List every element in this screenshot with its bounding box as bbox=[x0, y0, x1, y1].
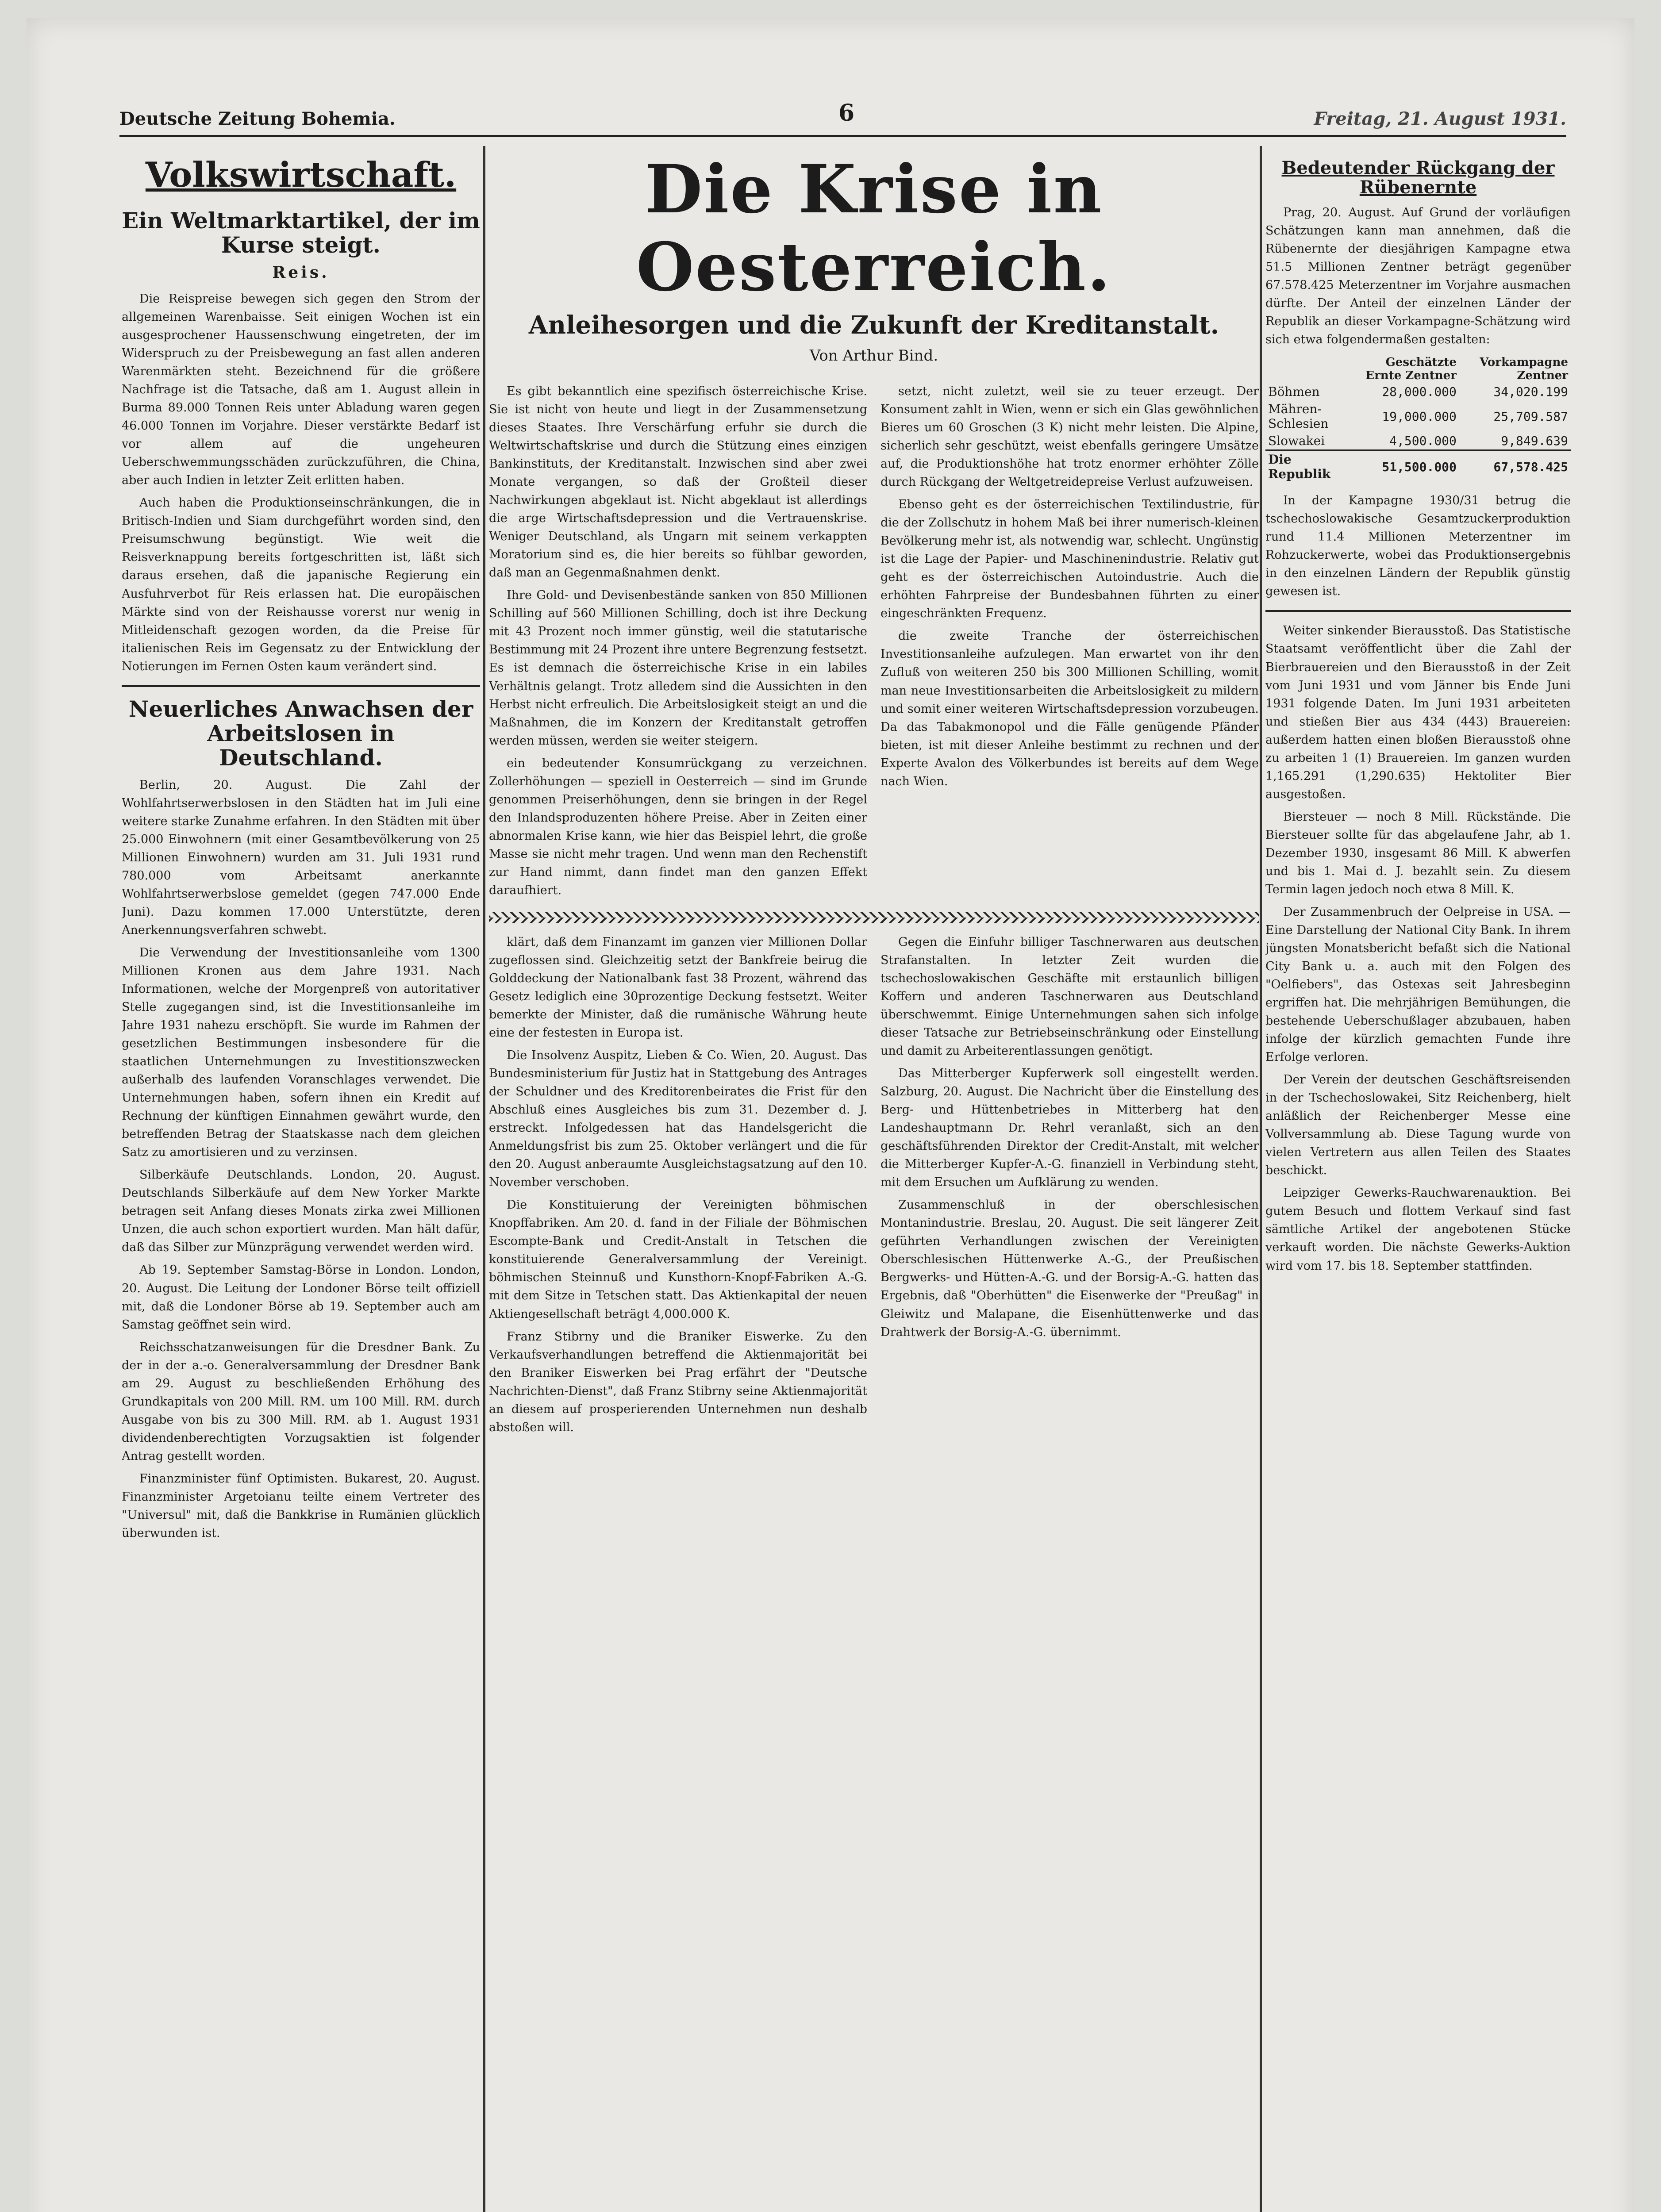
table-cell: 19,000.000 bbox=[1382, 409, 1457, 424]
paragraph: Die Insolvenz Auspitz, Lieben & Co. Wien, 20. August. Das Bundesministerium für Justiz hat in Stattgebung des Antrages der Schuldner und des Kreditorenbeirates die Frist für den Abschluß eines Ausgleiches bis zum 31. Dezember d. J. erstreckt. Infolgedessen hat das Handelsgericht die Anmeldungsfrist bis zum 25. Oktober verlängert und die für den 20. August anberaumte Ausgleichstagsatzung auf den 10. November verschoben. bbox=[489, 1048, 867, 1190]
paragraph: Es gibt bekanntlich eine spezifisch österreichische Krise. Sie ist nicht von heute und liegt in der Zusammensetzung dieses Staates. Ihre Verschärfung erfuhr sie durch die Weltwirtschaftskrise und durch die Stützung eines einzigen Bankinstituts, der Kreditanstalt. Inzwischen sind aber zwei Monate vergangen, so daß der Großteil dieser Nachwirkungen abgeklaut ist. Nicht abgeklaut ist allerdings die arge Wirtschaftsdepression und die Vertrauenskrise. Weniger Deutschland, als Ungarn mit seinem verkappten Moratorium sind es, die hier bereits so fühlbar geworden, daß man an Gegenmaßnahmen denkt. bbox=[489, 384, 867, 580]
table-header: Geschätzte Ernte Zentner bbox=[1365, 356, 1457, 383]
byline: Von Arthur Bind. bbox=[809, 347, 938, 365]
paragraph: Der Verein der deutschen Geschäftsreisenden in der Tschechoslowakei, Sitz Reichenberg, hielt anläßlich der Reichenberger Messe eine Vollversammlung ab. Diese Tagung wurde von vielen Vertretern aus allen Teilen des Staates beschickt. bbox=[1265, 1073, 1571, 1178]
paragraph: Biersteuer — noch 8 Mill. Rückstände. Die Biersteuer sollte für das abgelaufene Jahr, ab 1. Dezember 1930, insgesamt 86 Mill. K abwerfen und bis 1. Mai d. J. bezahlt sein. Zu diesem Termin lagen jedoch noch etwa 8 Mill. K. bbox=[1265, 810, 1571, 896]
newspaper-page bbox=[27, 18, 1634, 2212]
table-row bbox=[1265, 432, 1571, 450]
paragraph: klärt, daß dem Finanzamt im ganzen vier Millionen Dollar zugeflossen sind. Gleichzeitig setzt der Bankfreie beirug die Golddeckung der Nationalbank fast 38 Prozent, während das Gesetz lediglich eine 30prozentige Deckung festsetzt. Weiter bemerkte der Minister, daß die rumänische Währung heute eine der festesten in Europa ist. bbox=[489, 935, 867, 1040]
paragraph: Das Mitterberger Kupferwerk soll eingestellt werden. Salzburg, 20. August. Die Nachricht über die Einstellung des Berg- und Hüttenbetriebes in Mitterberg hat den Landeshauptmann Dr. Rehrl veranlaßt, sich an den geschäftsführenden Direktor der Credit-Anstalt, mit welcher die Mitterberger Kupfer-A.-G. finanziell in Verbindung steht, mit dem Ersuchen um Aufklärung zu wenden. bbox=[880, 1067, 1259, 1190]
briefs-col-1 bbox=[489, 933, 867, 1441]
table-cell: 9,849.639 bbox=[1501, 434, 1568, 449]
feature-title: Die Krise in Oesterreich. bbox=[636, 150, 1112, 306]
section-heading: Volkswirtschaft. bbox=[145, 155, 457, 195]
feature-column bbox=[489, 150, 1259, 2212]
paragraph: die zweite Tranche der österreichischen Investitionsanleihe aufzulegen. Man erwartet von ihr den Zufluß von weiteren 250 bis 300 Millionen Schilling, womit man neue Investitionsarbeiten die Arbeitslosigkeit zu mildern und somit einer weiteren Wirtschaftsdepression vorzubeugen. Da das Tabakmonopol und die Fälle genügende Pfänder bieten, ist mit dieser Anleihe bestimmt zu rechnen und der Experte Avalon des Völkerbundes ist bereits auf dem Wege nach Wien. bbox=[880, 629, 1259, 788]
paragraph: Die Verwendung der Investitionsanleihe vom 1300 Millionen Kronen aus dem Jahre 1931. Nach Informationen, welche der Morgenpreß von autoritativer Stelle zugegangen sind, ist die Investitionsanleihe im Jahre 1931 nahezu erschöpft. Sie wurde im Rahmen der gesetzlichen Bestimmungen insbesondere für die staatlichen Unternehmungen zu Investitionszwecken außerhalb des laufenden Voranschlages verwendet. Die Unternehmungen haben, sofern ihnen ein Kredit auf Rechnung der künftigen Einnahmen gewährt wurde, den betreffenden Betrag der Staatskasse nach dem gleichen Satz zu amortisieren und zu verzinsen. bbox=[122, 945, 480, 1160]
table-header-row bbox=[1265, 355, 1571, 383]
paper-name: Deutsche Zeitung Bohemia. bbox=[119, 108, 396, 129]
column-rule-1 bbox=[483, 146, 485, 2212]
paragraph: Der Zusammenbruch der Oelpreise in USA. — Eine Darstellung der National City Bank. In ihrem jüngsten Monatsbericht befaßt sich die National City Bank u. a. auch mit den Folgen des "Oelfiebers", das Ostexas seit Jahresbeginn ergriffen hat. Die mehrjährigen Bemühungen, die bestehende Ueberschußlager abzubauen, haben infolge der kürzlich gemachten Funde ihre Erfolge verloren. bbox=[1265, 905, 1571, 1064]
paragraph: Die Reispreise bewegen sich gegen den Strom der allgemeinen Warenbaisse. Seit einigen Wochen ist ein ausgesprochener Haussenschwung eingetreten, der im Widerspruch zu der Preisbewegung an fast allen anderen Warenmärkten steht. Bezeichnend für die größere Nachfrage ist die Tatsache, daß am 1. August allein in Burma 89.000 Tonnen Reis unter Abladung waren gegen 46.000 Tonnen im Vorjahre. Dieser verstärkte Bedarf ist vor allem auf die ungeheuren Ueberschwemmungsschäden zurückzuführen, die China, aber auch Indien in letzter Zeit erlitten haben. bbox=[122, 292, 480, 488]
paragraph: Auch haben die Produktionseinschränkungen, die in Britisch-Indien und Siam durchgeführt worden sind, den Preisumschwung begünstigt. Wie weit die Reisverknappung bereits fortgeschritten ist, läßt sich daraus ersehen, daß die japanische Regierung ein Ausfuhrverbot für Reis erlassen hat. Die europäischen Märkte sind von der Reishausse vorerst nur wenig in Mitleidenschaft gezogen worden, da die Preise für italienischen Reis im Gegensatz zu der Entwicklung der Notierungen im Fernen Osten kaum verändert sind. bbox=[122, 496, 480, 673]
paragraph: Reichsschatzanweisungen für die Dresdner Bank. Zu der in der a.-o. Generalversammlung der Dresdner Bank am 29. August zu beschließenden Erhöhung des Grundkapitals von 200 Mill. RM. um 100 Mill. RM. durch Ausgabe von bis zu 300 Mill. RM. ab 1. August 1931 dividendenberechtigten Vorzugsaktien ist folgender Antrag gestellt worden. bbox=[122, 1340, 480, 1463]
feature-col-2 bbox=[880, 382, 1259, 904]
divider bbox=[122, 685, 480, 687]
feature-body bbox=[489, 382, 1259, 904]
beet-column bbox=[1265, 150, 1571, 2212]
table-header bbox=[1265, 355, 1350, 383]
paragraph: Gegen die Einfuhr billiger Taschnerwaren aus deutschen Strafanstalten. In letzter Zeit wurden die tschechoslowakischen Geschäfte mit erstaunlich billigen Koffern und anderen Taschnerwaren aus Deutschland überschwemmt. Einige Unternehmungen sahen sich infolge dieser Tatsache zur Betriebseinschränkung oder Einstellung und damit zu Arbeiterentlassungen genötigt. bbox=[880, 935, 1259, 1058]
paragraph: Zusammenschluß in der oberschlesischen Montanindustrie. Breslau, 20. August. Die seit längerer Zeit geführten Verhandlungen zwischen der Vereinigten Oberschlesischen Hüttenwerke A.-G., der Preußischen Bergwerks- und Hütten-A.-G. und der Borsig-A.-G. hatten das Ergebnis, daß "Oberhütten" die Eisenwerke der "Preußag" in Gleiwitz und Malapane, die Eisenhüttenwerke und das Drahtwerk der Borsig-A.-G. übernimmt. bbox=[880, 1198, 1259, 1339]
table-total-row bbox=[1265, 450, 1571, 483]
masthead bbox=[119, 100, 1566, 137]
table-cell: 25,709.587 bbox=[1493, 409, 1568, 424]
news-briefs bbox=[489, 933, 1259, 1441]
article-rice bbox=[122, 208, 480, 676]
beet-harvest-table bbox=[1265, 355, 1571, 483]
article-kicker: Reis. bbox=[272, 263, 330, 282]
table-cell: 28,000.000 bbox=[1382, 384, 1457, 399]
paragraph: Finanzminister fünf Optimisten. Bukarest, 20. August. Finanzminister Argetoianu teilte einem Vertreter des "Universul" mit, daß die Bankkrise in Rumänien glücklich überwunden ist. bbox=[122, 1471, 480, 1540]
economy-column bbox=[122, 150, 480, 2212]
paragraph: Silberkäufe Deutschlands. London, 20. August. Deutschlands Silberkäufe auf dem New Yorker Markte betragen seit Anfang dieses Monats zirka zwei Millionen Unzen, die auch schon exportiert wurden. Man hält dafür, daß das Silber zur Münzprägung verwendet werden wird. bbox=[122, 1168, 480, 1255]
table-cell: 67,578.425 bbox=[1459, 450, 1571, 483]
table-cell: Die Republik bbox=[1265, 450, 1350, 483]
paragraph: Franz Stibrny und die Braniker Eiswerke. Zu den Verkaufsverhandlungen betreffend die Aktienmajorität bei den Braniker Eiswerken bei Prag erfährt der "Deutsche Nachrichten-Dienst", daß Franz Stibrny seine Aktienmajorität an diesem auf prosperierenden Unternehmen nun deshalb abstoßen will. bbox=[489, 1329, 867, 1434]
article-title: Ein Weltmarktartikel, der im Kurse steigt. bbox=[122, 207, 480, 258]
table-header: Vorkampagne Zentner bbox=[1480, 356, 1568, 383]
paragraph: ein bedeutender Konsumrückgang zu verzeichnen. Zollerhöhungen — speziell in Oesterreich — sind im Grunde genommen Preiserhöhungen, denn sie bringen in der Regel den Inlandsproduzenten höhere Preise. Aber in Zeiten einer abnormalen Krise kann, wie hier das Beispiel lehrt, die große Masse sie nicht mehr tragen. Und wenn man den Rechenstift zur Hand nimmt, dann findet man den ganzen Effekt daraufhiert. bbox=[489, 756, 867, 897]
table-cell: 34,020.199 bbox=[1493, 384, 1568, 399]
divider bbox=[1265, 610, 1571, 612]
paragraph: Ab 19. September Samstag-Börse in London. London, 20. August. Die Leitung der Londoner Börse teilt offiziell mit, daß die Londoner Börse ab 19. September auch am Samstag geöffnet sein wird. bbox=[122, 1263, 480, 1332]
feature-col-1 bbox=[489, 382, 867, 904]
article-title: Bedeutender Rückgang der Rübenernte bbox=[1281, 157, 1555, 198]
paragraph: Leipziger Gewerks-Rauchwarenauktion. Bei gutem Besuch und flottem Verkauf sind fast sämtliche Artikel der angebotenen Stücke verkauft worden. Die nächste Gewerks-Auktion wird vom 17. bis 18. September stattfinden. bbox=[1265, 1186, 1571, 1273]
column-rule-2 bbox=[1260, 146, 1262, 2212]
table-cell: Mähren-Schlesien bbox=[1268, 402, 1329, 431]
article-unemployment bbox=[122, 697, 480, 1542]
table-row bbox=[1265, 383, 1571, 400]
table-row bbox=[1265, 400, 1571, 432]
table-cell: 51,500.000 bbox=[1350, 450, 1459, 483]
issue-date: Freitag, 21. August 1931. bbox=[1314, 108, 1566, 129]
briefs-col-2 bbox=[880, 933, 1259, 1441]
paragraph: Die Konstituierung der Vereinigten böhmischen Knopffabriken. Am 20. d. fand in der Filiale der Böhmischen Escompte-Bank und Credit-Anstalt in Tetschen die konstituierende Generalversammlung der Vereinigt. böhmischen Steinnuß und Kunsthorn-Knopf-Fabriken A.-G. mit dem Sitze in Tetschen statt. Das Aktienkapital der neuen Aktiengesellschaft beträgt 4,000.000 K. bbox=[489, 1198, 867, 1321]
table-cell: Böhmen bbox=[1268, 384, 1320, 399]
paragraph: Berlin, 20. August. Die Zahl der Wohlfahrtserwerbslosen in den Städten hat im Juli eine weitere starke Zunahme erfahren. In den Städten mit über 25.000 Einwohnern (mit einer Gesamtbevölkerung von 25 Millionen Einwohnern) wurden am 31. Juli 1931 rund 780.000 vom Arbeitsamt anerkannte Wohlfahrtserwerbslose gemeldet (gegen 747.000 Ende Juni). Dazu kommen 17.000 Unterstützte, deren Anerkennungsverfahren schwebt. bbox=[122, 778, 480, 937]
table-cell: Slowakei bbox=[1268, 434, 1325, 449]
ornamental-divider bbox=[489, 912, 1259, 923]
feature-subtitle: Anleihesorgen und die Zukunft der Kreditanstalt. bbox=[528, 311, 1219, 340]
paragraph: Ihre Gold- und Devisenbestände sanken von 850 Millionen Schilling auf 560 Millionen Schilling, doch ist ihre Deckung mit 43 Prozent noch immer günstig, weil die statutarische Bestimmung mit 24 Prozent ihre untere Begrenzung festsetzt. Es ist demnach die österreichische Krise in ein labiles Verhältnis gelangt. Trotz alledem sind die Aussichten in den Herbst nicht erfreulich. Die Arbeitslosigkeit steigt an und die Maßnahmen, die im Konzern der Kreditanstalt getroffen werden müssen, werden sie weiter steigern. bbox=[489, 588, 867, 748]
article-title: Neuerliches Anwachsen der Arbeitslosen in Deutschland. bbox=[128, 695, 473, 771]
table-cell: 4,500.000 bbox=[1389, 434, 1457, 449]
paragraph: In der Kampagne 1930/31 betrug die tschechoslowakische Gesamtzuckerproduktion rund 11.4 Millionen Meterzentner im Rohzuckerwerte, wobei das Produktionsergebnis in den einzelnen Ländern der Republik günstig gewesen ist. bbox=[1265, 494, 1571, 599]
page-number: 6 bbox=[838, 100, 855, 127]
paragraph: Weiter sinkender Bierausstoß. Das Statistische Staatsamt veröffentlicht über die Zahl der Bierbrauereien und den Bierausstoß in der Zeit vom Juni 1931 und vom Jänner bis Ende Juni 1931 folgende Daten. Im Juni 1931 arbeiteten und stießen Bier aus 434 (443) Brauereien: außerdem hatten einen bloßen Bierausstoß ohne zu arbeiten 1 (1) Brauereien. Im ganzen wurden 1,165.291 (1,290.635) Hektoliter Bier ausgestoßen. bbox=[1265, 624, 1571, 801]
paragraph: Prag, 20. August. Auf Grund der vorläufigen Schätzungen kann man annehmen, daß die Rübenernte der diesjährigen Kampagne etwa 51.5 Millionen Zentner beträgt gegenüber 67.578.425 Meterzentner im Vorjahre ausmachen dürfte. Der Anteil der einzelnen Länder der Republik an dieser Vorkampagne-Schätzung wird sich etwa folgendermaßen gestalten: bbox=[1265, 206, 1571, 347]
paragraph: Ebenso geht es der österreichischen Textilindustrie, für die der Zollschutz in hohem Maß bei ihrer numerisch-kleinen Bevölkerung mehr ist, als notwendig war, schlecht. Ungünstig ist die Lage der Papier- und Maschinenindustrie. Relativ gut geht es der österreichischen Autoindustrie. Auch die erhöhten Fahrpreise der Bundesbahnen führten zu einer eingeschränkten Frequenz. bbox=[880, 498, 1259, 621]
paragraph: setzt, nicht zuletzt, weil sie zu teuer erzeugt. Der Konsument zahlt in Wien, wenn er sich ein Glas gewöhnlichen Bieres um 60 Groschen (3 K) nicht mehr leisten. Die Alpine, sicherlich sehr geschützt, weist ebenfalls geringere Umsätze auf, die Produktionshöhe hat trotz enormer erhöhter Zölle durch Rückgang der Weltgetreidepreise Verlust aufzuweisen. bbox=[880, 384, 1259, 489]
